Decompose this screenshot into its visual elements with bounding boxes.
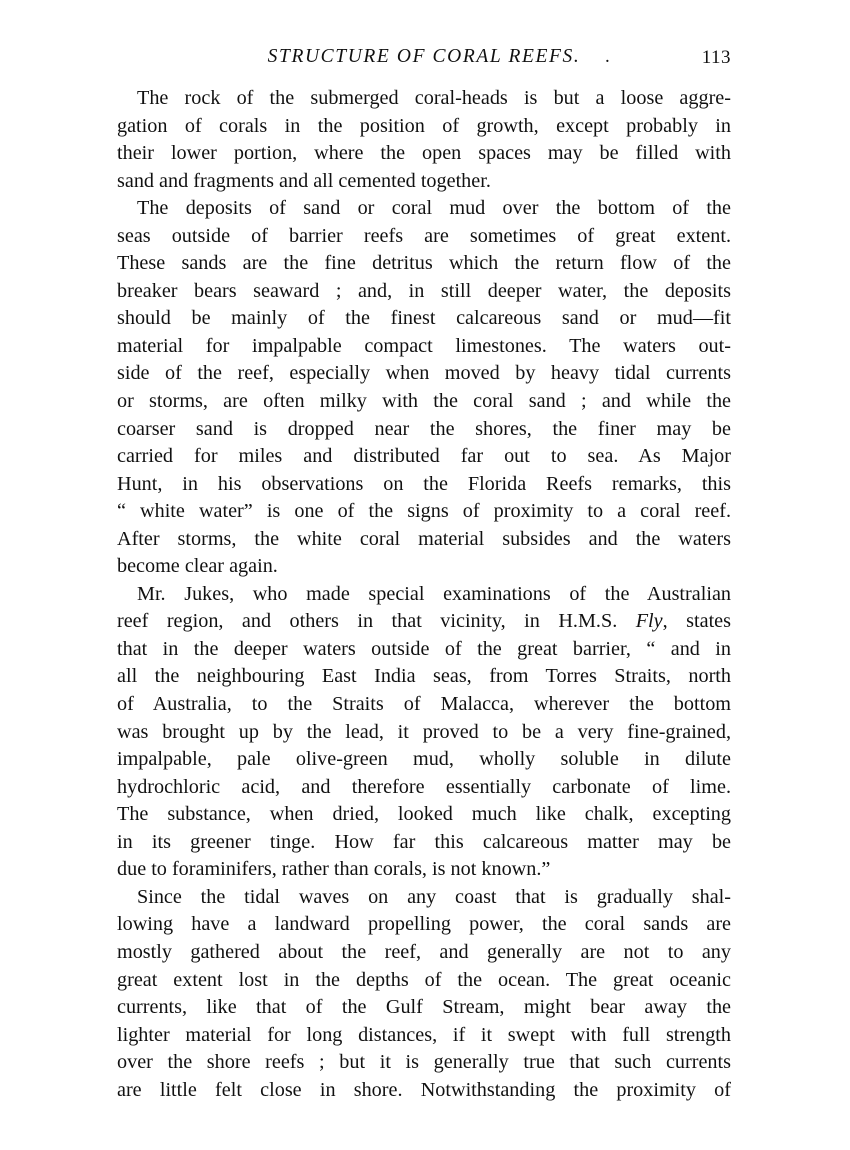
- text-line: breaker bears seaward ; and, in still deeper water, the deposits: [117, 279, 731, 302]
- text-line: of Australia, to the Straits of Malacca, wherever the bottom: [117, 693, 731, 716]
- page-number: 113: [701, 47, 731, 68]
- text-line: The rock of the submerged coral-heads is but a loose aggre-: [137, 87, 731, 109]
- text-line: hydrochloric acid, and therefore essentially carbonate of lime.: [117, 775, 731, 798]
- text-line: Since the tidal waves on any coast that is gradually shal-: [137, 885, 731, 908]
- text-line: “ white water” is one of the signs of proximity to a coral reef.: [117, 500, 731, 523]
- text-fragment: reef region, and others in that vicinity, in H.M.S.: [117, 610, 636, 633]
- paragraph: [117, 85, 731, 195]
- text-line: These sands are the fine detritus which the return flow of the: [117, 252, 731, 275]
- paragraph: [117, 884, 731, 1104]
- text-line: [117, 608, 731, 636]
- text-line: impalpable, pale olive-green mud, wholly soluble in dilute: [117, 748, 731, 771]
- text-line: currents, like that of the Gulf Stream, might bear away the: [117, 996, 731, 1019]
- text-line: was brought up by the lead, it proved to be a very fine-grained,: [117, 720, 731, 743]
- text-line: sand and fragments and all cemented together.: [117, 169, 491, 192]
- text-line: become clear again.: [117, 555, 278, 578]
- ship-name: Fly: [635, 610, 663, 633]
- text-line: or storms, are often milky with the coral sand ; and while the: [117, 390, 731, 413]
- text-line: Mr. Jukes, who made special examinations of the Australian: [137, 582, 731, 605]
- running-head: [117, 44, 731, 72]
- text-line: due to foraminifers, rather than corals, is not known.”: [117, 858, 551, 881]
- text-line: Hunt, in his observations on the Florida Reefs remarks, this: [117, 472, 731, 495]
- text-line: over the shore reefs ; but it is generally true that such currents: [117, 1051, 731, 1074]
- body-text: [117, 85, 731, 1104]
- text-line: in its greener tinge. How far this calcareous matter may be: [117, 830, 731, 853]
- text-line: are little felt close in shore. Notwithstanding the proximity of: [117, 1078, 731, 1101]
- text-line: After storms, the white coral material subsides and the waters: [117, 527, 731, 550]
- text-line: great extent lost in the depths of the ocean. The great oceanic: [117, 968, 731, 991]
- paragraph: [117, 581, 731, 884]
- text-line: gation of corals in the position of growth, except probably in: [117, 114, 731, 137]
- text-line: their lower portion, where the open spaces may be filled with: [117, 142, 731, 165]
- paragraph: [117, 195, 731, 581]
- text-line: The substance, when dried, looked much like chalk, excepting: [117, 803, 731, 826]
- text-line: lighter material for long distances, if it swept with full strength: [117, 1023, 731, 1046]
- text-line: carried for miles and distributed far out to sea. As Major: [117, 445, 731, 468]
- text-fragment: , states: [662, 610, 731, 633]
- text-line: that in the deeper waters outside of the great barrier, “ and in: [117, 637, 731, 660]
- text-line: mostly gathered about the reef, and generally are not to any: [117, 940, 731, 963]
- text-line: coarser sand is dropped near the shores, the finer may be: [117, 417, 731, 440]
- text-line: should be mainly of the finest calcareous sand or mud—fit: [117, 307, 731, 330]
- text-line: The deposits of sand or coral mud over the bottom of the: [137, 197, 731, 220]
- text-line: seas outside of barrier reefs are sometimes of great extent.: [117, 224, 731, 247]
- chapter-title: STRUCTURE OF CORAL REEFS.: [267, 46, 581, 67]
- stray-dot: .: [605, 46, 610, 67]
- text-line: side of the reef, especially when moved by heavy tidal currents: [117, 362, 731, 385]
- text-line: all the neighbouring East India seas, from Torres Straits, north: [117, 665, 731, 688]
- text-line: material for impalpable compact limestones. The waters out-: [117, 334, 731, 357]
- text-line: lowing have a landward propelling power, the coral sands are: [117, 913, 731, 936]
